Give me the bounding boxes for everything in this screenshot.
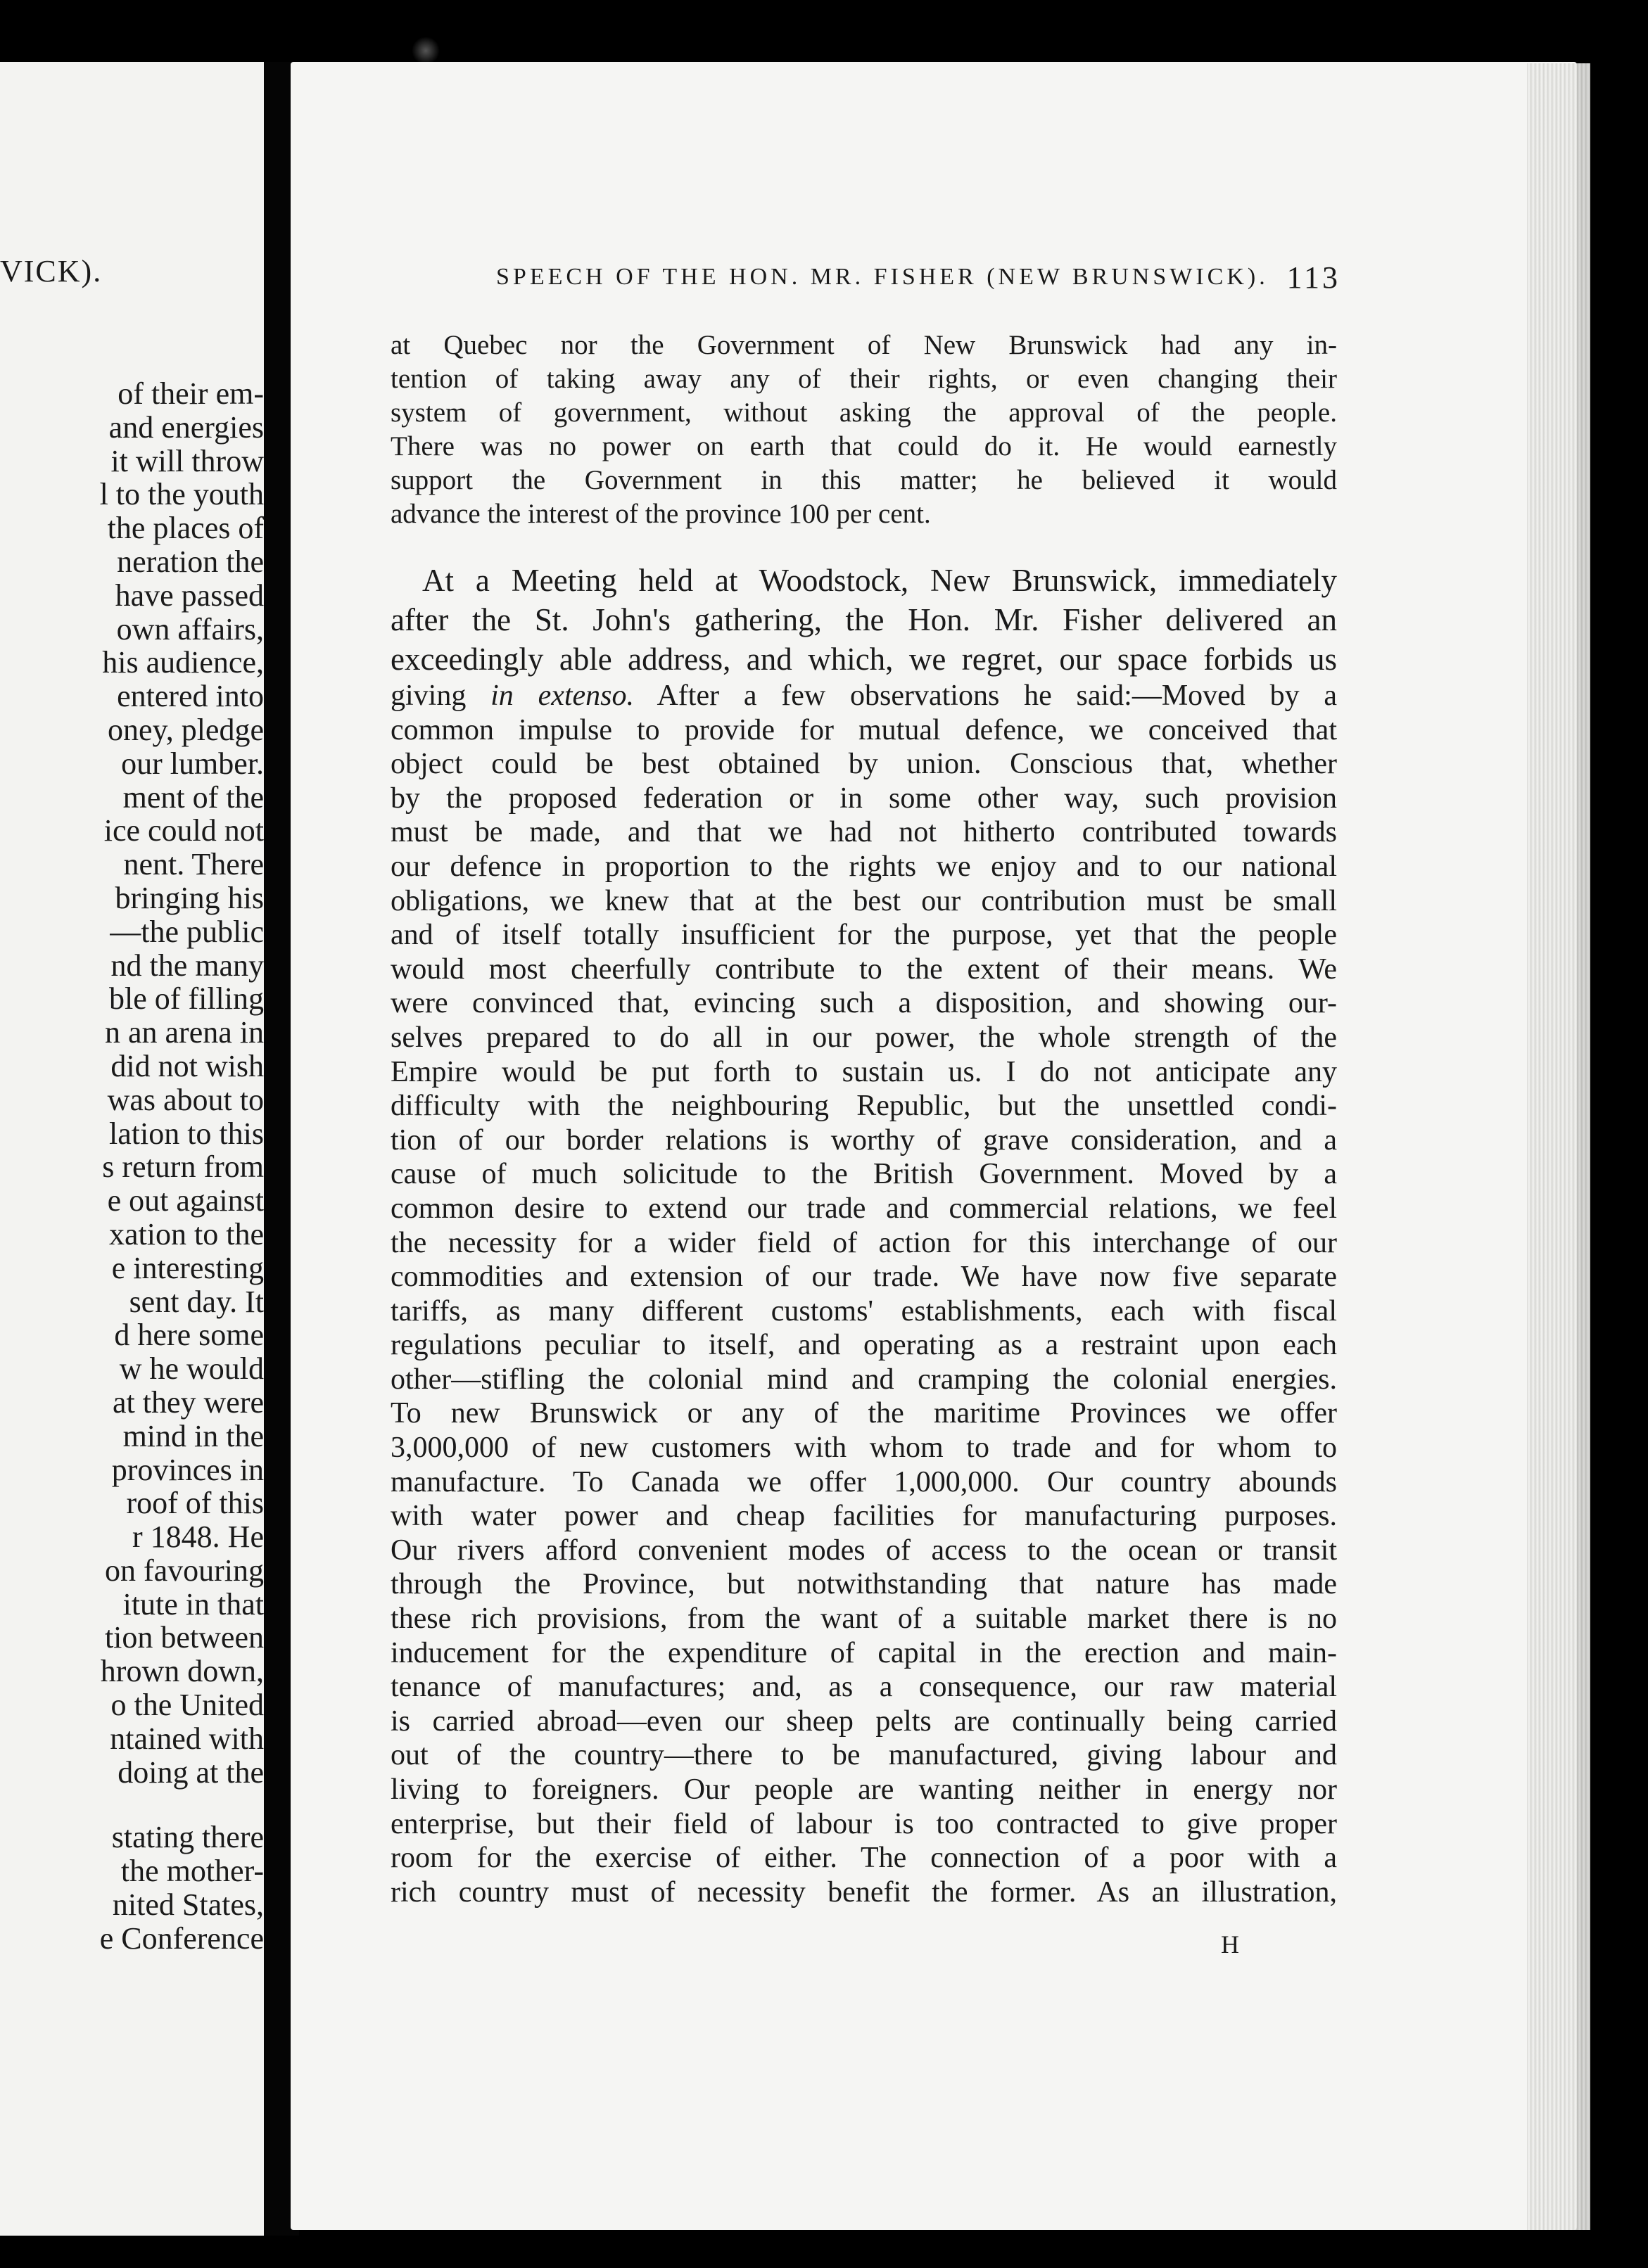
left-text-line: [4, 1789, 264, 1821]
text-line: common impulse to provide for mutual defence, we conceived that: [391, 713, 1337, 746]
left-text-line: own affairs,: [116, 611, 264, 646]
left-text-line: his audience,: [102, 645, 264, 680]
text-line: enterprise, but their field of labour is too contracted to give proper: [391, 1807, 1337, 1840]
first-paragraph: [391, 329, 1337, 531]
text-line: our defence in proportion to the rights we enjoy and to our national: [391, 850, 1337, 883]
left-text-line: provinces in: [111, 1452, 264, 1487]
text-line: difficulty with the neighbouring Republic, but the unsettled condi-: [391, 1090, 1337, 1123]
left-text-line: our lumber.: [121, 746, 264, 781]
left-text-line: neration the: [117, 544, 264, 579]
left-text-line: nited States,: [112, 1887, 264, 1923]
left-text-line: was about to: [107, 1082, 264, 1117]
left-text-line: ble of filling: [109, 981, 264, 1017]
text-line: 3,000,000 of new customers with whom to trade and for whom to: [391, 1432, 1337, 1465]
text-line: with water power and cheap facilities for manufacturing purposes.: [391, 1500, 1337, 1533]
giving-line-pre: giving: [391, 680, 491, 712]
text-line: There was no power on earth that could do it. He would earnestly: [391, 431, 1337, 461]
text-line: out of the country—there to be manufactured, giving labour and: [391, 1739, 1337, 1772]
left-text-line: bringing his: [115, 880, 264, 915]
left-text-line: lation to this: [109, 1116, 264, 1151]
left-text-line: ice could not: [103, 813, 264, 848]
left-text-line: have passed: [115, 578, 264, 613]
running-head: [496, 260, 1340, 295]
text-line: room for the exercise of either. The connection of a poor with a: [391, 1842, 1337, 1875]
left-text-line: w he would: [119, 1351, 264, 1387]
left-text-line: ment of the: [122, 779, 264, 815]
text-line: rich country must of necessity benefit the former. As an illustration,: [391, 1875, 1337, 1909]
text-line: and of itself totally insufficient for the purpose, yet that the people: [391, 919, 1337, 952]
text-line: is carried abroad—even our sheep pelts are continually being carried: [391, 1705, 1337, 1738]
left-text-line: e interesting: [111, 1250, 264, 1285]
text-line: Empire would be put forth to sustain us. I do not anticipate any: [391, 1055, 1337, 1088]
text-line: tariffs, as many different customs' establishments, each with fiscal: [391, 1294, 1337, 1327]
text-line: At a Meeting held at Woodstock, New Brunswick, immediately: [422, 563, 1337, 598]
text-line: inducement for the expenditure of capital in the erection and main-: [391, 1636, 1337, 1669]
text-line: other—stifling the colonial mind and cramping the colonial energies.: [391, 1363, 1337, 1396]
left-text-line: e Conference: [99, 1920, 264, 1956]
page-number: 113: [1286, 260, 1340, 295]
left-text-line: on favouring: [104, 1553, 264, 1588]
second-paragraph-body: [391, 713, 1337, 1910]
left-text-line: entered into: [117, 679, 264, 714]
text-line: were convinced that, evincing such a disposition, and showing our-: [391, 987, 1337, 1020]
left-text-line: —the public: [110, 914, 264, 949]
left-text-line: it will throw: [110, 443, 264, 478]
left-text-line: mind in the: [122, 1418, 264, 1453]
text-line: Our rivers afford convenient modes of access to the ocean or transit: [391, 1534, 1337, 1567]
page-edges: [1527, 63, 1590, 2230]
left-text-line: did not wish: [110, 1048, 264, 1083]
text-line: manufacture. To Canada we offer 1,000,000. Our country abounds: [391, 1465, 1337, 1498]
text-line: tenance of manufactures; and, as a consequence, our raw material: [391, 1671, 1337, 1704]
text-line: must be made, and that we had not hitherto contributed towards: [391, 816, 1337, 849]
text-line: system of government, without asking the approval of the people.: [391, 397, 1337, 428]
left-text-line: sent day. It: [129, 1284, 264, 1319]
left-text-line: doing at the: [118, 1754, 264, 1790]
text-line: advance the interest of the province 100 per cent.: [391, 499, 931, 529]
left-text-line: ntained with: [110, 1721, 264, 1756]
left-text-line: d here some: [114, 1318, 264, 1353]
left-page: [0, 62, 264, 2236]
text-line: tention of taking away any of their rights, or even changing their: [391, 364, 1337, 394]
body-text: [391, 329, 1337, 1909]
text-line: the necessity for a wider field of action for this interchange of our: [391, 1226, 1337, 1259]
left-text-line: at they were: [113, 1384, 264, 1420]
text-line: common desire to extend our trade and commercial relations, we feel: [391, 1192, 1337, 1225]
text-line: at Quebec nor the Government of New Brunswick had any in-: [391, 330, 1337, 360]
left-text-line: and energies: [108, 409, 264, 445]
left-text-line: n an arena in: [105, 1015, 264, 1050]
text-line: by the proposed federation or in some other way, such provision: [391, 782, 1337, 815]
left-text-line: s return from: [102, 1149, 264, 1185]
text-line: would most cheerfully contribute to the extent of their means. We: [391, 953, 1337, 986]
left-text-line: o the United: [110, 1688, 264, 1723]
text-line: living to foreigners. Our people are wanting neither in energy nor: [391, 1773, 1337, 1806]
signature-mark: H: [1221, 1930, 1241, 1958]
text-line: tion of our border relations is worthy of grave consideration, and a: [391, 1123, 1337, 1157]
text-line: exceedingly able address, and which, we regret, our space forbids us: [391, 642, 1337, 677]
giving-in-extenso-line: [391, 679, 1337, 713]
left-text-line: nent. There: [123, 847, 264, 882]
second-paragraph: [391, 561, 1337, 1909]
left-text-line: oney, pledge: [108, 712, 264, 747]
left-text-line: nd the many: [110, 948, 264, 983]
left-text-line: stating there: [111, 1820, 264, 1855]
left-text-line: itute in that: [122, 1586, 264, 1622]
left-text-line: hrown down,: [100, 1654, 264, 1689]
text-line: cause of much solicitude to the British Government. Moved by a: [391, 1158, 1337, 1191]
left-text-line: the mother-: [120, 1854, 264, 1889]
left-text-line: of their em-: [118, 376, 264, 411]
text-line: support the Government in this matter; he believed it would: [391, 465, 1337, 495]
text-line: through the Province, but notwithstanding that nature has made: [391, 1568, 1337, 1601]
left-page-header: VICK).: [0, 254, 103, 288]
text-line: object could be best obtained by union. Conscious that, whether: [391, 748, 1337, 781]
text-line: selves prepared to do all in our power, the whole strength of the: [391, 1021, 1337, 1054]
left-text-line: e out against: [107, 1183, 264, 1218]
text-line: obligations, we knew that at the best our contribution must be small: [391, 884, 1337, 917]
running-head-title: SPEECH OF THE HON. MR. FISHER (NEW BRUNSWICK).: [496, 264, 1269, 290]
giving-line-post: After a few observations he said:—Moved by a: [634, 680, 1338, 712]
in-extenso-italic: in extenso.: [490, 680, 635, 712]
left-text-line: r 1848. He: [132, 1520, 264, 1555]
text-line: commodities and extension of our trade. We have now five separate: [391, 1261, 1337, 1294]
text-line: To new Brunswick or any of the maritime Provinces we offer: [391, 1397, 1337, 1430]
left-text-line: l to the youth: [99, 477, 264, 512]
left-text-line: xation to the: [109, 1216, 264, 1251]
left-text-line: the places of: [107, 511, 264, 546]
left-text-line: tion between: [104, 1620, 264, 1655]
second-paragraph-opening: [391, 561, 1337, 679]
left-page-text: [4, 377, 264, 1956]
text-line: after the St. John's gathering, the Hon. Mr. Fisher delivered an: [391, 602, 1337, 637]
left-text-line: roof of this: [126, 1486, 264, 1521]
text-line: these rich provisions, from the want of a suitable market there is no: [391, 1603, 1337, 1636]
text-line: regulations peculiar to itself, and operating as a restraint upon each: [391, 1329, 1337, 1362]
print-smudge: [412, 37, 440, 65]
